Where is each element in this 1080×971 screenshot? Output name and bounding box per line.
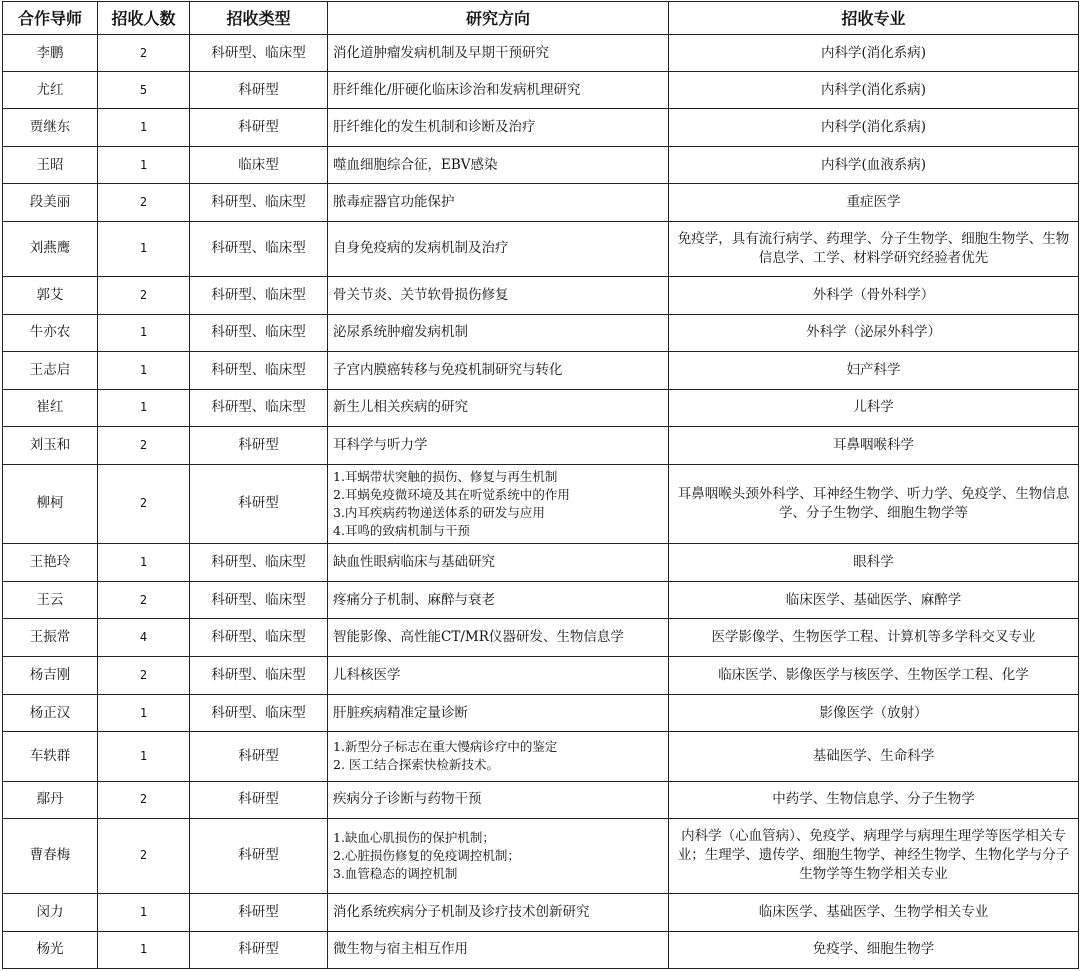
research-direction-line: 子宫内膜癌转移与免疫机制研究与转化 <box>333 361 563 378</box>
admission-type: 科研型、临床型 <box>190 276 328 314</box>
admission-type: 科研型、临床型 <box>190 35 328 72</box>
research-direction-line: 缺血性眼病临床与基础研究 <box>333 554 495 571</box>
table-row <box>3 147 1079 184</box>
admission-major: 外科学（泌尿外科学） <box>669 314 1079 351</box>
admission-type: 科研型、临床型 <box>190 389 328 426</box>
quota-count: 2 <box>98 582 190 619</box>
supervisor-name: 杨光 <box>3 931 98 968</box>
research-direction <box>328 314 669 351</box>
admission-major: 耳鼻咽喉头颈外科学、耳神经生物学、听力学、免疫学、生物信息学、分子生物学、细胞生物学等 <box>669 464 1079 543</box>
table-row <box>3 657 1079 695</box>
research-direction <box>328 893 669 931</box>
admission-major: 内科学(消化系病) <box>669 72 1079 109</box>
quota-count: 1 <box>98 695 190 732</box>
quota-count: 2 <box>98 35 190 72</box>
admission-type: 科研型 <box>190 781 328 818</box>
supervisor-table <box>2 1 1079 969</box>
quota-count: 2 <box>98 426 190 464</box>
research-direction <box>328 389 669 426</box>
research-direction <box>328 657 669 695</box>
research-direction-line: 2.心脏损伤修复的免疫调控机制； <box>333 847 520 863</box>
supervisor-name: 刘燕鹰 <box>3 222 98 277</box>
table-row <box>3 72 1079 109</box>
research-direction-line: 消化道肿瘤发病机制及早期干预研究 <box>333 44 549 61</box>
research-direction <box>328 464 669 543</box>
admission-major: 临床医学、基础医学、生物学相关专业 <box>669 893 1079 931</box>
supervisor-name: 杨正汉 <box>3 695 98 732</box>
supervisor-name: 王云 <box>3 582 98 619</box>
research-direction <box>328 35 669 72</box>
admission-type: 科研型 <box>190 732 328 781</box>
table-row <box>3 732 1079 781</box>
admission-type: 科研型 <box>190 109 328 147</box>
table-body <box>3 35 1079 969</box>
research-direction-line: 3.血管稳态的调控机制 <box>333 865 458 881</box>
quota-count: 1 <box>98 109 190 147</box>
table-row <box>3 426 1079 464</box>
quota-count: 1 <box>98 732 190 781</box>
research-direction-line: 4.耳鸣的致病机制与干预 <box>333 522 470 538</box>
quota-count: 2 <box>98 818 190 893</box>
quota-count: 5 <box>98 72 190 109</box>
supervisor-name: 段美丽 <box>3 184 98 222</box>
admission-type: 科研型、临床型 <box>190 544 328 582</box>
admission-type: 科研型 <box>190 893 328 931</box>
admission-major: 临床医学、基础医学、麻醉学 <box>669 582 1079 619</box>
research-direction <box>328 781 669 818</box>
supervisor-name: 曹春梅 <box>3 818 98 893</box>
research-direction <box>328 276 669 314</box>
research-direction <box>328 931 669 968</box>
research-direction-line: 噬血细胞综合征，EBV感染 <box>333 156 498 173</box>
admission-major: 外科学（骨外科学） <box>669 276 1079 314</box>
research-direction <box>328 222 669 277</box>
table-row <box>3 695 1079 732</box>
table-row <box>3 582 1079 619</box>
quota-count: 1 <box>98 544 190 582</box>
table-row <box>3 276 1079 314</box>
research-direction-line: 微生物与宿主相互作用 <box>333 941 468 958</box>
admission-major: 重症医学 <box>669 184 1079 222</box>
research-direction-line: 消化系统疾病分子机制及诊疗技术创新研究 <box>333 903 590 920</box>
research-direction <box>328 619 669 657</box>
research-direction-line: 新生儿相关疾病的研究 <box>333 399 468 416</box>
supervisor-name: 李鹏 <box>3 35 98 72</box>
header-type: 招收类型 <box>190 2 328 35</box>
admission-major: 耳鼻咽喉科学 <box>669 426 1079 464</box>
research-direction-line: 疾病分子诊断与药物干预 <box>333 791 482 808</box>
supervisor-name: 王志启 <box>3 351 98 389</box>
supervisor-name: 王艳玲 <box>3 544 98 582</box>
supervisor-name: 刘玉和 <box>3 426 98 464</box>
supervisor-name: 鄢丹 <box>3 781 98 818</box>
quota-count: 2 <box>98 781 190 818</box>
research-direction-line: 儿科核医学 <box>333 667 401 684</box>
header-quota: 招收人数 <box>98 2 190 35</box>
admission-type: 科研型、临床型 <box>190 351 328 389</box>
research-direction-line: 疼痛分子机制、麻醉与衰老 <box>333 591 495 608</box>
quota-count: 1 <box>98 351 190 389</box>
research-direction <box>328 147 669 184</box>
research-direction <box>328 544 669 582</box>
admission-type: 科研型 <box>190 72 328 109</box>
table-row <box>3 222 1079 277</box>
quota-count: 1 <box>98 222 190 277</box>
admission-major: 内科学(消化系病) <box>669 35 1079 72</box>
table-row <box>3 184 1079 222</box>
table-row <box>3 893 1079 931</box>
supervisor-name: 崔红 <box>3 389 98 426</box>
research-direction-line: 耳科学与听力学 <box>333 436 428 453</box>
header-row <box>3 2 1079 35</box>
research-direction <box>328 695 669 732</box>
admission-major: 中药学、生物信息学、分子生物学 <box>669 781 1079 818</box>
admission-major: 基础医学、生命科学 <box>669 732 1079 781</box>
header-direction: 研究方向 <box>328 2 669 35</box>
admission-type: 科研型、临床型 <box>190 184 328 222</box>
quota-count: 1 <box>98 147 190 184</box>
research-direction-line: 智能影像、高性能CT/MR仪器研发、生物信息学 <box>333 629 624 646</box>
header-major: 招收专业 <box>669 2 1079 35</box>
table-row <box>3 544 1079 582</box>
research-direction-line: 肝脏疾病精准定量诊断 <box>333 704 468 721</box>
supervisor-name: 牛亦农 <box>3 314 98 351</box>
research-direction <box>328 72 669 109</box>
quota-count: 1 <box>98 314 190 351</box>
supervisor-name: 杨吉刚 <box>3 657 98 695</box>
table-row <box>3 109 1079 147</box>
header-supervisor: 合作导师 <box>3 2 98 35</box>
admission-major: 临床医学、影像医学与核医学、生物医学工程、化学 <box>669 657 1079 695</box>
admission-type: 科研型 <box>190 818 328 893</box>
supervisor-name: 贾继东 <box>3 109 98 147</box>
admission-major: 免疫学、细胞生物学 <box>669 931 1079 968</box>
research-direction-line: 2. 医工结合探索快检新技术。 <box>333 757 499 773</box>
quota-count: 4 <box>98 619 190 657</box>
research-direction <box>328 582 669 619</box>
quota-count: 2 <box>98 276 190 314</box>
research-direction-line: 1.新型分子标志在重大慢病诊疗中的鉴定 <box>333 739 558 755</box>
admission-type: 科研型、临床型 <box>190 314 328 351</box>
table-row <box>3 351 1079 389</box>
admission-type: 科研型 <box>190 931 328 968</box>
admission-type: 科研型、临床型 <box>190 695 328 732</box>
research-direction <box>328 184 669 222</box>
research-direction <box>328 351 669 389</box>
table-row <box>3 818 1079 893</box>
research-direction <box>328 109 669 147</box>
admission-major: 影像医学（放射） <box>669 695 1079 732</box>
research-direction-line: 自身免疫病的发病机制及治疗 <box>333 240 509 257</box>
table-row <box>3 464 1079 543</box>
quota-count: 1 <box>98 893 190 931</box>
admission-major: 内科学(血液系病) <box>669 147 1079 184</box>
research-direction-line: 骨关节炎、关节软骨损伤修复 <box>333 286 509 303</box>
admission-major: 医学影像学、生物医学工程、计算机等多学科交叉专业 <box>669 619 1079 657</box>
research-direction <box>328 818 669 893</box>
research-direction-line: 2.耳蜗免疫微环境及其在听觉系统中的作用 <box>333 486 570 502</box>
research-direction <box>328 732 669 781</box>
research-direction-line: 肝纤维化的发生机制和诊断及治疗 <box>333 119 536 136</box>
table-row <box>3 35 1079 72</box>
admission-major: 儿科学 <box>669 389 1079 426</box>
admission-type: 科研型 <box>190 464 328 543</box>
quota-count: 1 <box>98 389 190 426</box>
table-row <box>3 314 1079 351</box>
quota-count: 2 <box>98 184 190 222</box>
supervisor-name: 车轶群 <box>3 732 98 781</box>
research-direction-line: 3.内耳疾病药物递送体系的研发与应用 <box>333 504 545 520</box>
admission-major: 妇产科学 <box>669 351 1079 389</box>
supervisor-name: 尤红 <box>3 72 98 109</box>
research-direction-line: 脓毒症器官功能保护 <box>333 194 455 211</box>
supervisor-name: 闵力 <box>3 893 98 931</box>
admission-major: 内科学（心血管病）、免疫学、病理学与病理生理学等医学相关专业；生理学、遗传学、细胞生物学、神经生物学、生物化学与分子生物学等生物学相关专业 <box>669 818 1079 893</box>
research-direction-line: 1.缺血心肌损伤的保护机制； <box>333 829 495 845</box>
supervisor-name: 郭艾 <box>3 276 98 314</box>
admission-type: 科研型、临床型 <box>190 222 328 277</box>
quota-count: 2 <box>98 657 190 695</box>
admission-major: 免疫学，具有流行病学、药理学、分子生物学、细胞生物学、生物信息学、工学、材料学研究经验者优先 <box>669 222 1079 277</box>
admission-type: 科研型、临床型 <box>190 619 328 657</box>
admission-major: 内科学(消化系病) <box>669 109 1079 147</box>
admission-type: 临床型 <box>190 147 328 184</box>
admission-type: 科研型 <box>190 426 328 464</box>
research-direction <box>328 426 669 464</box>
table-row <box>3 389 1079 426</box>
research-direction-line: 1.耳蜗带状突触的损伤、修复与再生机制 <box>333 468 558 484</box>
research-direction-line: 泌尿系统肿瘤发病机制 <box>333 324 468 341</box>
table-row <box>3 781 1079 818</box>
table-row <box>3 931 1079 968</box>
admission-type: 科研型、临床型 <box>190 582 328 619</box>
supervisor-name: 王振常 <box>3 619 98 657</box>
admission-major: 眼科学 <box>669 544 1079 582</box>
supervisor-name: 柳柯 <box>3 464 98 543</box>
table-row <box>3 619 1079 657</box>
admission-type: 科研型、临床型 <box>190 657 328 695</box>
supervisor-name: 王昭 <box>3 147 98 184</box>
research-direction-line: 肝纤维化/肝硬化临床诊治和发病机理研究 <box>333 81 581 98</box>
quota-count: 2 <box>98 464 190 543</box>
quota-count: 1 <box>98 931 190 968</box>
